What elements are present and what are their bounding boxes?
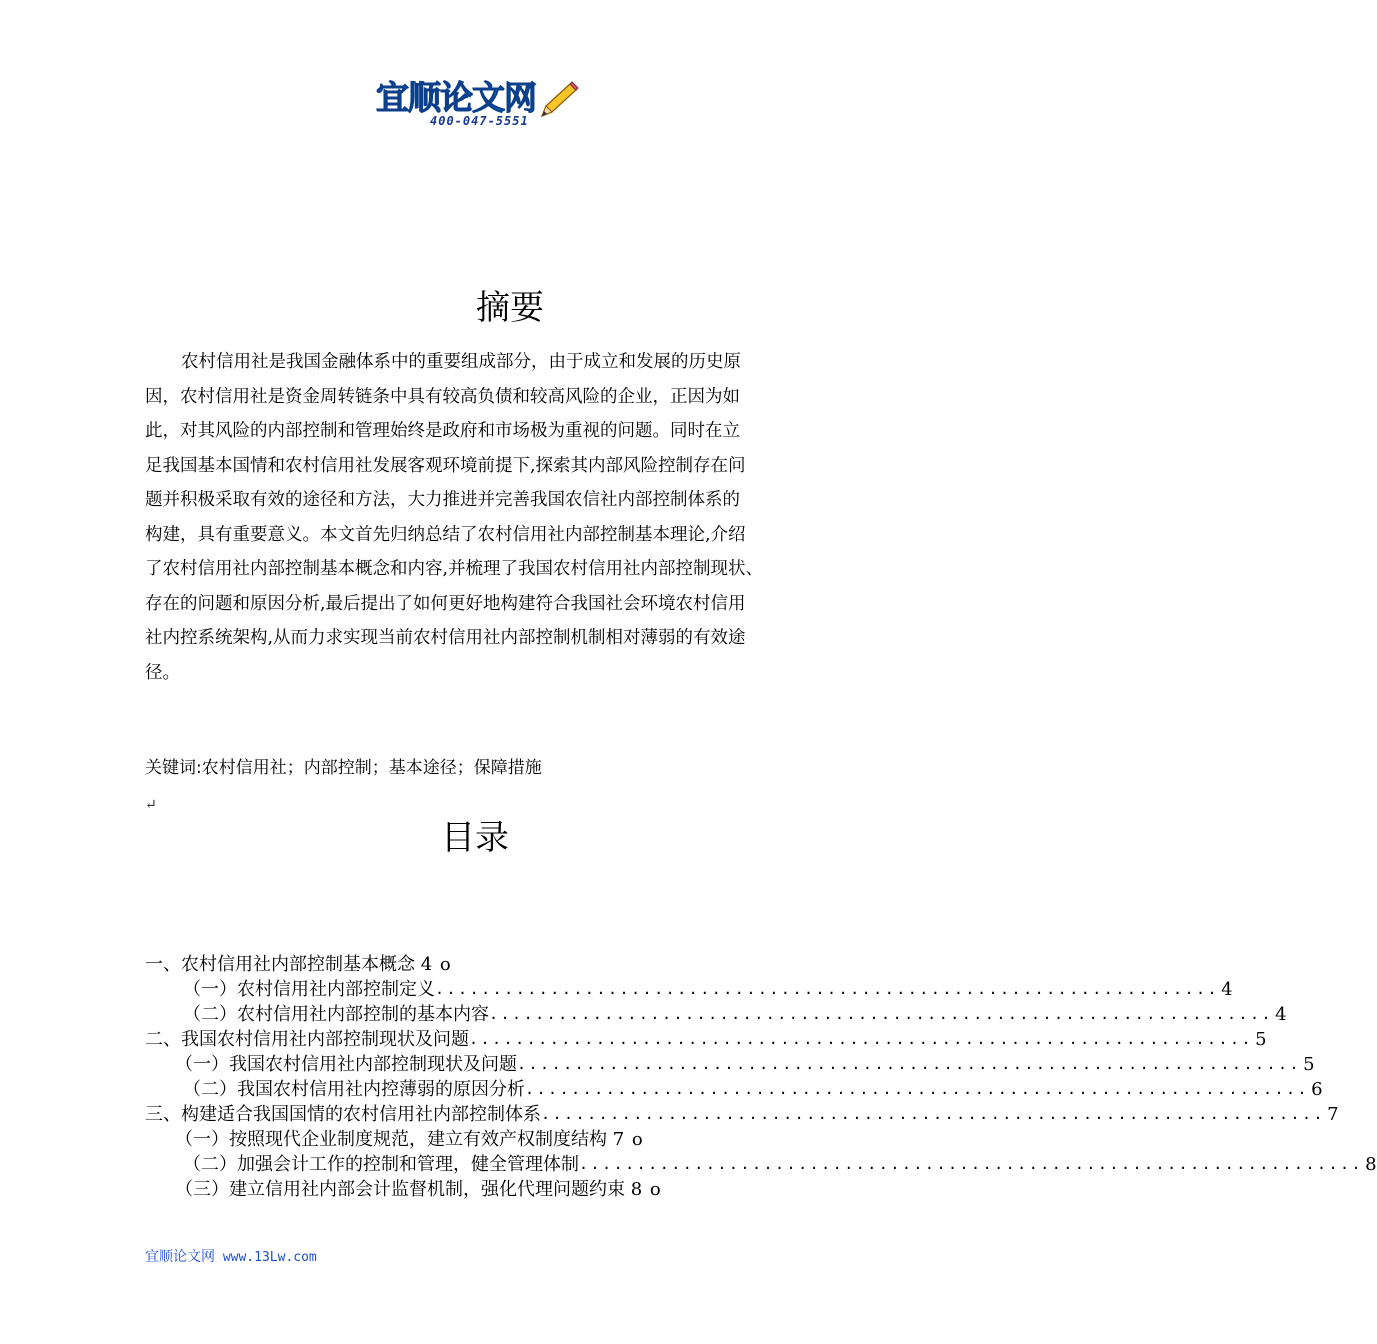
toc-entry[interactable] — [175, 1127, 810, 1152]
toc-entry-page: 5 — [1303, 1054, 1315, 1075]
abstract-line: 存在的问题和原因分析,最后提出了如何更好地构建符合我国社会环境农村信用 — [145, 593, 746, 614]
toc-entry-page: 4 — [1221, 979, 1233, 1000]
footer-link[interactable] — [145, 1246, 317, 1266]
paragraph-mark: ↵ — [145, 797, 157, 813]
toc-entry[interactable] — [175, 1177, 810, 1202]
abstract-line: 构建，具有重要意义。本文首先归纳总结了农村信用社内部控制基本理论,介绍 — [145, 524, 746, 545]
toc-entry-text: （一）我国农村信用社内部控制现状及问题 — [175, 1054, 517, 1075]
toc-entry[interactable] — [145, 952, 810, 977]
toc-entry-text: （二）加强会计工作的控制和管理，健全管理体制 — [183, 1154, 579, 1175]
toc-entry-text: （一）农村信用社内部控制定义 — [183, 979, 435, 1000]
abstract-line: 因，农村信用社是资金周转链条中具有较高负债和较高风险的企业，正因为如 — [145, 386, 740, 407]
pencil-icon — [536, 80, 580, 120]
toc-entry-page: 4 — [1275, 1004, 1287, 1025]
site-logo — [376, 78, 586, 130]
toc-leader-dots: .................................................................... — [469, 1030, 1254, 1048]
footer-url: www.13Lw.com — [215, 1250, 317, 1265]
toc-entry-tail: ο — [439, 954, 451, 975]
footer-site-name: 宜顺论文网 — [145, 1249, 215, 1265]
toc-leader-dots: .................................................................... — [435, 980, 1220, 998]
abstract-line: 题并积极采取有效的途径和方法，大力推进并完善我国农信社内部控制体系的 — [145, 490, 740, 510]
abstract-line: 足我国基本国情和农村信用社发展客观环境前提下,探索其内部风险控制存在问 — [145, 455, 746, 476]
keywords — [145, 754, 542, 782]
toc-entry-text: （二）我国农村信用社内控薄弱的原因分析 — [183, 1079, 525, 1100]
toc-entry[interactable] — [183, 1077, 1323, 1102]
logo-phone: 400-047-5551 — [430, 114, 529, 128]
abstract-line: 社内控系统架构,从而力求实现当前农村信用社内部控制机制相对薄弱的有效途 — [145, 628, 746, 648]
abstract-title: 摘要 — [476, 288, 544, 328]
toc-entry-page: 8 — [1365, 1154, 1377, 1175]
toc-entry-tail: ο — [649, 1179, 661, 1200]
toc-leader-dots: .................................................................... — [525, 1080, 1310, 1098]
toc-entry[interactable] — [183, 977, 1233, 1002]
toc-entry-text: 三、构建适合我国国情的农村信用社内部控制体系 — [145, 1104, 541, 1125]
toc-entry-text: （三）建立信用社内部会计监督机制，强化代理问题约束 8 — [175, 1179, 643, 1200]
logo-name: 宜顺论文网 — [376, 78, 536, 117]
toc-entry-page: 6 — [1311, 1079, 1323, 1100]
toc-entry[interactable] — [175, 1052, 1315, 1077]
keywords-label: 关键词: — [145, 758, 202, 778]
toc-leader-dots: .................................................................... — [541, 1105, 1326, 1123]
toc-leader-dots: .................................................................... — [517, 1055, 1302, 1073]
toc-entry-text: 二、我国农村信用社内部控制现状及问题 — [145, 1029, 469, 1050]
toc-leader-dots: .................................................................... — [489, 1005, 1274, 1023]
toc-entry[interactable] — [145, 1102, 1339, 1127]
keywords-value: 农村信用社；内部控制；基本途径；保障措施 — [201, 758, 542, 778]
toc-entry-page: 5 — [1255, 1029, 1267, 1050]
abstract-line: 此，对其风险的内部控制和管理始终是政府和市场极为重视的问题。同时在立 — [145, 421, 740, 441]
toc-entry-text: （二）农村信用社内部控制的基本内容 — [183, 1004, 489, 1025]
toc-entry-page: 7 — [1327, 1104, 1339, 1125]
toc-leader-dots: .................................................................... — [579, 1155, 1364, 1173]
toc-title: 目录 — [441, 818, 509, 858]
abstract-body — [145, 345, 810, 690]
toc-entry-text: 一、农村信用社内部控制基本概念 4 — [145, 954, 433, 975]
abstract-line: 了农村信用社内部控制基本概念和内容,并梳理了我国农村信用社内部控制现状、 — [145, 559, 764, 579]
toc-entry[interactable] — [183, 1002, 1287, 1027]
toc-entry[interactable] — [183, 1152, 1377, 1177]
toc-entry[interactable] — [145, 1027, 1267, 1052]
toc-entry-text: （一）按照现代企业制度规范，建立有效产权制度结构 7 — [175, 1129, 625, 1150]
abstract-line: 径。 — [145, 662, 180, 683]
toc-entry-tail: ο — [631, 1129, 643, 1150]
abstract-line: 农村信用社是我国金融体系中的重要组成部分，由于成立和发展的历史原 — [181, 352, 741, 372]
